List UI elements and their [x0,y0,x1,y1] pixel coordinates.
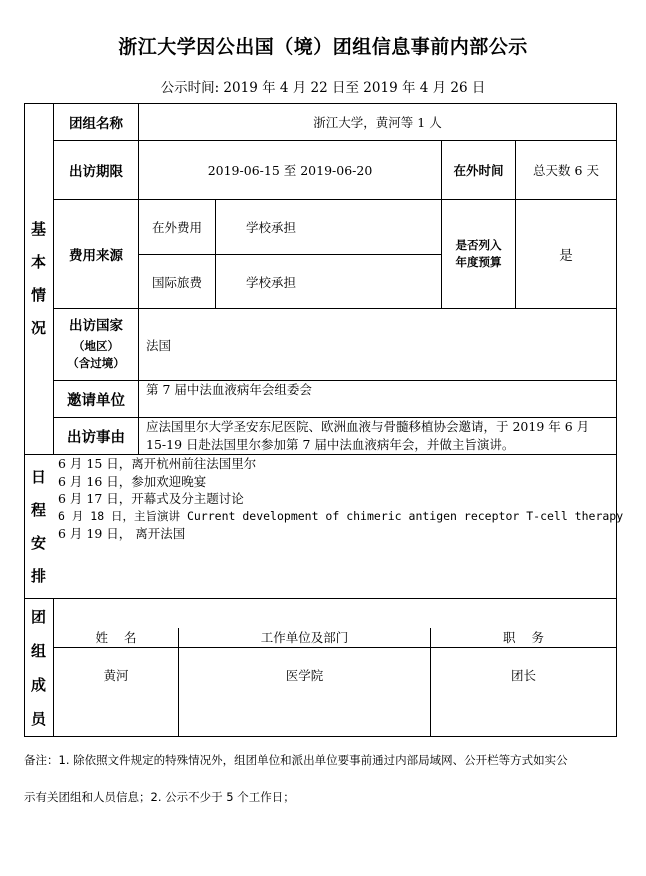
inviter-label: 邀请单位 [67,392,125,409]
purpose-label: 出访事由 [67,429,125,446]
purpose-line: 15-19 日赴法国里尔参加第 7 届中法血液病年会，并做主旨演讲。 [146,436,515,452]
section-char: 程 [30,500,46,519]
schedule-item: 6 月 17 日，开幕式及分主题讨论 [58,491,244,506]
section-char: 团 [30,607,46,626]
schedule-item: 6 月 19 日， 离开法国 [58,526,186,541]
footnote-line: 示有关团组和人员信息；2. 公示不少于 5 个工作日； [24,790,295,804]
country-value: 法国 [146,337,172,353]
schedule-item: 6 月 15 日，离开杭州前往法国里尔 [58,456,257,471]
publicity-period: 公示时间: 2019 年 4 月 22 日至 2019 年 4 月 26 日 [160,80,486,96]
footnote [24,742,624,816]
budget-label-line: 年度预算 [455,255,502,269]
period-label: 出访期限 [69,164,123,180]
intl-travel-value: 学校承担 [246,274,297,290]
country-label-sub: （地区） [73,338,119,353]
group-name-label: 团组名称 [69,116,123,132]
period-value: 2019-06-15 至 2019-06-20 [207,163,373,178]
section-char: 安 [30,533,46,552]
budget-label [442,200,515,308]
section-char: 排 [30,566,46,585]
inviter-value: 第 7 届中法血液病年会组委会 [146,382,312,397]
page-title: 浙江大学因公出国（境）团组信息事前内部公示 [118,36,528,58]
section-schedule [24,455,53,598]
abroad-time-label: 在外时间 [453,163,504,178]
country-label [54,309,138,380]
section-char: 日 [30,467,46,486]
budget-label-line: 是否列入 [455,238,502,252]
member-header-position: 职 务 [503,630,544,645]
member-name: 黄河 [103,668,129,683]
section-char: 况 [30,318,46,337]
abroad-cost-value: 学校承担 [246,220,297,235]
section-members [24,599,53,736]
group-name-value: 浙江大学，黄河等 1 人 [313,115,442,130]
abroad-time-value: 总天数 6 天 [533,163,599,178]
member-header-name: 姓 名 [95,630,137,645]
section-char: 组 [30,641,46,660]
section-char: 情 [30,285,46,304]
abroad-cost-label: 在外费用 [151,220,202,235]
member-position: 团长 [510,668,536,683]
section-char: 基 [30,219,46,238]
section-basic-info [24,103,53,454]
funding-label: 费用来源 [69,248,123,264]
section-char: 员 [30,709,46,728]
budget-value: 是 [559,248,573,264]
purpose-line: 应法国里尔大学圣安东尼医院、欧洲血液与骨髓移植协会邀请，于 2019 年 6 月 [146,419,590,434]
schedule-list [58,455,623,543]
country-label-main: 出访国家 [69,317,123,334]
member-header-dept: 工作单位及部门 [260,630,349,645]
member-dept: 医学院 [285,668,324,683]
footnote-line: 备注：1. 除依照文件规定的特殊情况外，组团单位和派出单位要事前通过内部局域网、公开栏等方式如实公 [24,753,568,767]
purpose-value [146,418,616,453]
section-char: 成 [30,675,46,694]
section-char: 本 [30,252,46,271]
schedule-item: 6 月 18 日，主旨演讲 Current development of chimeric antigen receptor T-cell therapy [58,508,624,523]
country-label-sub: （含过境） [67,355,125,370]
schedule-item: 6 月 16 日，参加欢迎晚宴 [58,473,207,489]
intl-travel-label: 国际旅费 [151,274,202,290]
